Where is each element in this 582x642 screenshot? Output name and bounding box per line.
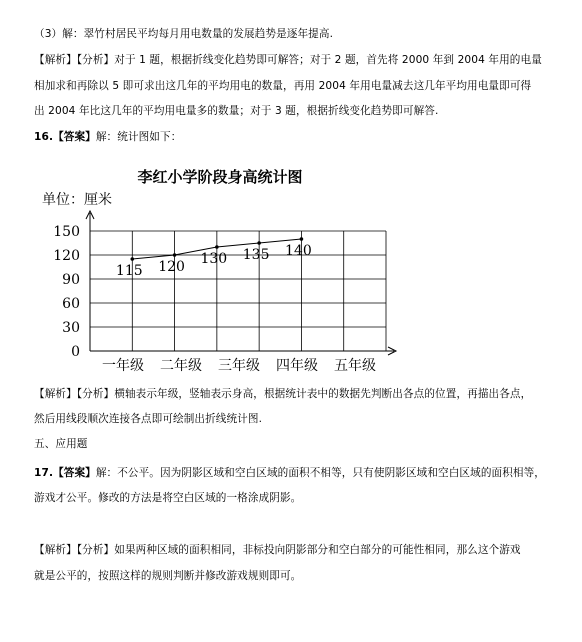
- line-chart: [30, 158, 410, 374]
- data-point: [130, 257, 134, 261]
- analysis-16-line-2: 然后用线段顺次连接各点即可绘制出折线统计图.: [34, 413, 263, 425]
- y-tick-label: 120: [53, 248, 80, 264]
- chart-series: [116, 237, 312, 279]
- question-17-text: 解：不公平。因为阴影区域和空白区域的面积不相等，只有使阴影区域和空白区域的面积相等，: [95, 467, 545, 479]
- data-label: 140: [285, 243, 312, 259]
- chart-title: 李红小学阶段身高统计图: [137, 168, 303, 186]
- data-label: 135: [242, 247, 270, 263]
- x-tick-label: 二年级: [160, 358, 202, 374]
- x-axis-ticks: [102, 357, 376, 374]
- question-17-answer: [34, 466, 545, 480]
- x-tick-label: 四年级: [276, 358, 318, 374]
- y-tick-label: 0: [71, 344, 80, 360]
- chart-grid: [86, 211, 396, 355]
- data-point: [257, 241, 261, 245]
- analysis-16-line-1: 【解析】【分析】横轴表示年级，竖轴表示身高，根据统计表中的数据先判断出各点的位置，再描出各点，: [34, 388, 532, 400]
- analysis-line-3: 出 2004 年比这几年的平均用电量多的数量；对于 3 题，根据折线变化趋势即可解答.: [34, 105, 439, 117]
- data-point: [173, 253, 177, 257]
- data-label: 115: [115, 263, 143, 279]
- y-tick-label: 30: [62, 320, 80, 336]
- analysis-line-2: 相加求和再除以 5 即可求出这几年的平均用电的数量，再用 2004 年用电量减去这几年平均用电量即可得: [34, 80, 532, 92]
- chart-unit-label: 单位：厘米: [42, 192, 112, 208]
- analysis-line-1: 【解析】【分析】对于 1 题，根据折线变化趋势即可解答；对于 2 题，首先将 2000 年到 2004 年用的电量: [34, 54, 542, 66]
- y-axis-ticks: [53, 224, 80, 360]
- y-tick-label: 90: [62, 272, 80, 288]
- data-point: [215, 245, 219, 249]
- analysis-17-line-2: 就是公平的，按照这样的规则判断并修改游戏规则即可。: [34, 570, 302, 582]
- x-tick-label: 一年级: [102, 358, 144, 374]
- question-16-text: 解：统计图如下：: [95, 131, 182, 143]
- section-heading: 五、应用题: [34, 438, 88, 450]
- x-tick-label: 三年级: [218, 358, 260, 374]
- question-16-label: 16.【答案】: [34, 131, 96, 143]
- question-17-line-2: 游戏才公平。修改的方法是将空白区域的一格涂成阴影。: [34, 492, 302, 504]
- question-17-label: 17.【答案】: [34, 467, 96, 479]
- y-tick-label: 60: [62, 296, 80, 312]
- x-tick-label: 五年级: [334, 358, 376, 374]
- question-16-answer: [34, 130, 181, 144]
- data-label: 120: [158, 259, 185, 275]
- analysis-17-line-1: 【解析】【分析】如果两种区域的面积相同，非标投向阴影部分和空白部分的可能性相同，那么这个游戏: [34, 544, 521, 556]
- data-point: [300, 237, 304, 241]
- y-tick-label: 150: [53, 224, 80, 240]
- answer-paragraph: （3）解：翠竹村居民平均每月用电数量的发展趋势是逐年提高.: [34, 28, 334, 40]
- data-label: 130: [200, 251, 228, 267]
